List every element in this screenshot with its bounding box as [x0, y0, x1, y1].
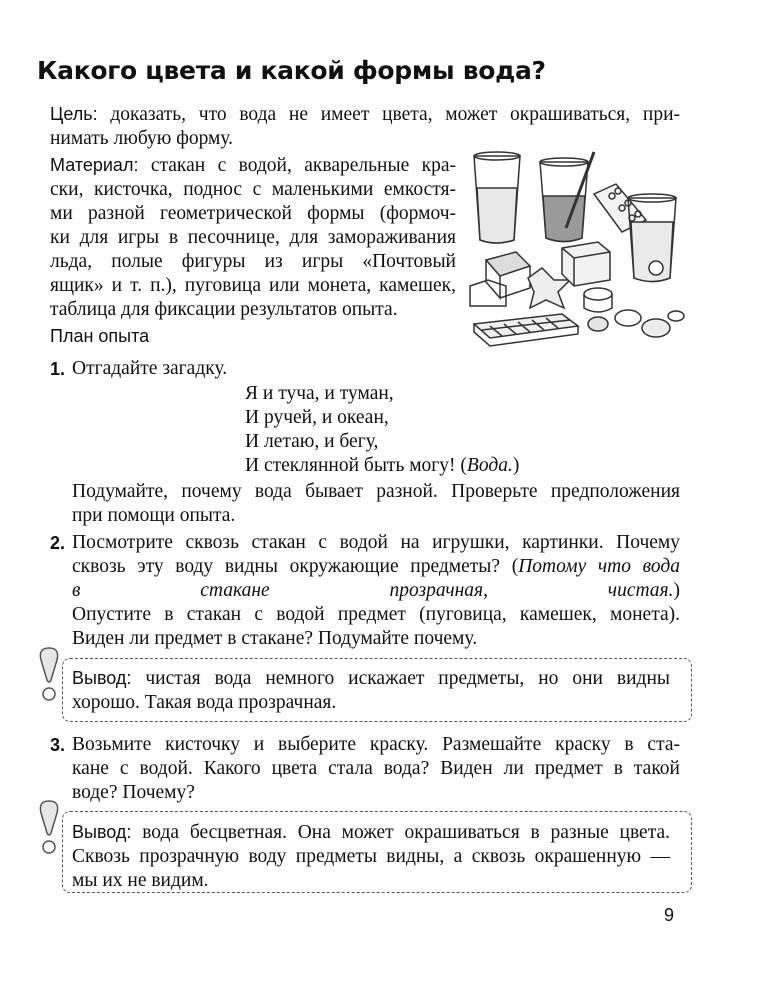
text-segment: чистая вода немного искажает предметы, но они видны [131, 668, 670, 689]
text-segment: вода бесцветная. Она может окрашиваться в разные цвета. [131, 822, 670, 843]
experiment-materials-illustration [466, 148, 696, 358]
text-segment: ми разной геометрической формы (формоч- [50, 203, 456, 224]
italic-text: Потому что вода [518, 556, 680, 577]
text-line [50, 153, 456, 178]
step-1-followup [72, 480, 680, 528]
text-line [72, 781, 680, 805]
text-line [72, 757, 680, 781]
text-segment: стакан с водой, акварельные кра- [138, 155, 456, 176]
text-segment: И стеклянной быть могу! ( [245, 455, 467, 476]
text-segment: Отгадайте загадку. [72, 358, 228, 379]
step-2-text [72, 531, 680, 651]
shape-molds-icon [470, 242, 612, 312]
glass-icon [474, 152, 520, 243]
text-line [72, 627, 680, 651]
ice-tray-icon [474, 314, 578, 346]
text-line [72, 869, 670, 893]
text-segment: хорошо. Такая вода прозрачная. [72, 692, 337, 713]
text-segment: таблица для фиксации результатов опыта. [50, 299, 398, 320]
text-line [72, 555, 680, 579]
text-line [50, 178, 456, 202]
section-label: Материал: [50, 155, 139, 175]
text-segment: нимать любую форму. [50, 128, 234, 149]
page-number: 9 [664, 905, 675, 925]
step-2 [50, 531, 680, 651]
text-segment: ящик» и т. п.), пуговица или монета, камешек, [50, 275, 456, 296]
conclusion-1-text [72, 666, 670, 715]
text-segment: И ручей, и океан, [245, 407, 389, 428]
exclamation-icon [36, 799, 62, 857]
text-line [72, 845, 670, 869]
riddle-poem [245, 382, 680, 478]
step-number: 2. [50, 533, 66, 553]
section-label: Вывод: [72, 822, 132, 842]
text-segment: мы их не видим. [72, 870, 209, 891]
italic-text: Вода. [466, 455, 513, 476]
text-line [72, 820, 670, 845]
exclamation-icon [36, 646, 62, 704]
text-segment: ки для игры в песочнице, для замораживания [50, 227, 456, 248]
text-segment: Виден ли предмет в стакане? Подумайте почему. [72, 628, 478, 649]
text-segment: ) [512, 455, 520, 476]
text-segment: Опустите в стакан с водой предмет (пуговица, камешек, монета). [72, 604, 680, 625]
text-segment: Подумайте, почему вода бывает разной. Проверьте предположения [72, 481, 680, 502]
step-1 [50, 357, 680, 528]
text-segment: Посмотрите сквозь стакан с водой на игрушки, картинки. Почему [72, 532, 680, 553]
text-line [72, 357, 680, 381]
text-line [72, 480, 680, 504]
page-title: Какого цвета и какой формы вода? [37, 56, 546, 85]
text-line [72, 504, 680, 528]
text-segment: Возьмите кисточку и выберите краску. Размешайте краску в ста- [72, 734, 680, 755]
text-line [72, 666, 670, 691]
colored-water-glass-icon [540, 152, 594, 242]
material-paragraph [50, 153, 456, 322]
step-1-intro [72, 357, 680, 381]
step-3 [50, 733, 680, 805]
text-line [245, 454, 680, 478]
text-line [50, 274, 456, 298]
text-line [245, 406, 680, 430]
text-segment: И летаю, и бегу, [245, 431, 379, 452]
text-line [50, 250, 456, 274]
text-line [72, 531, 680, 555]
text-segment: Сквозь прозрачную воду предметы видны, а сквозь окрашенную — [72, 846, 670, 867]
text-line [245, 430, 680, 454]
text-segment: льда, полые фигуры из игры «Почтовый [50, 251, 456, 272]
section-label: Цель: [50, 104, 98, 124]
text-line [72, 691, 670, 715]
text-segment: ) [673, 580, 680, 601]
text-line [50, 226, 456, 250]
text-line [72, 603, 680, 627]
goal-paragraph [50, 102, 680, 151]
text-line [50, 202, 456, 226]
conclusion-2-text [72, 820, 670, 893]
text-line [72, 579, 680, 603]
text-segment: кане с водой. Какого цвета стала вода? Виден ли предмет в такой [72, 758, 680, 779]
text-segment: при помощи опыта. [72, 505, 236, 526]
plan-heading: План опыта [50, 326, 150, 346]
step-3-text [72, 733, 680, 805]
text-segment: сквозь эту воду видны окружающие предметы? ( [72, 556, 519, 577]
step-number: 1. [50, 359, 66, 379]
text-line [72, 733, 680, 757]
text-line [50, 102, 680, 127]
step-number: 3. [50, 735, 66, 755]
text-segment: воде? Почему? [72, 782, 195, 803]
text-line [245, 382, 680, 406]
section-label: Вывод: [72, 668, 132, 688]
text-segment: доказать, что вода не имеет цвета, может окрашиваться, при- [97, 104, 680, 125]
text-line [50, 298, 456, 322]
italic-text: в стакане прозрачная, чистая. [72, 580, 674, 601]
text-segment: Я и туча, и туман, [245, 383, 394, 404]
pebbles-icon [588, 310, 684, 337]
text-segment: ски, кисточка, поднос с маленькими емкостя- [50, 179, 456, 200]
